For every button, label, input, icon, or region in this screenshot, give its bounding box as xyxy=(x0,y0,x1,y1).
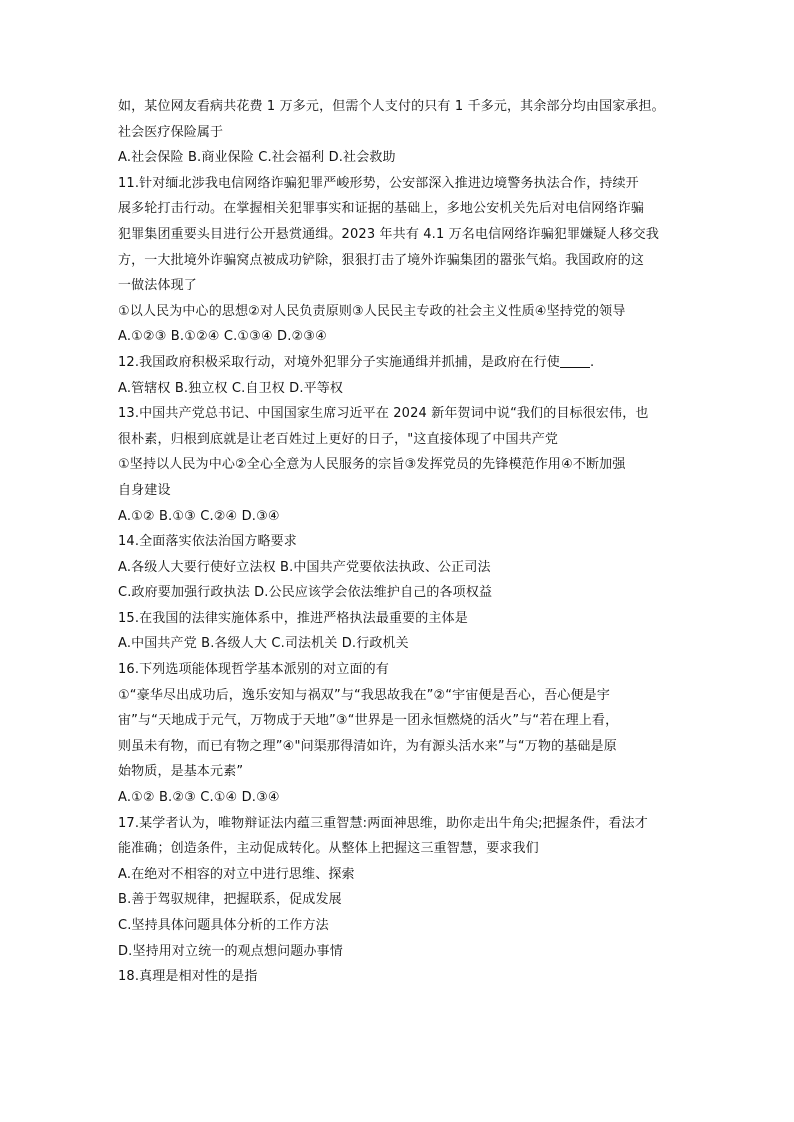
q12-text: 12.我国政府积极采取行动，对境外犯罪分子实施通缉并抓捕，是政府在行使 xyxy=(118,354,560,370)
text-line: 一做法体现了 xyxy=(118,278,197,294)
text-line: 方，一大批境外诈骗窝点被成功铲除，狠狠打击了境外诈骗集团的嚣张气焰。我国政府的这 xyxy=(118,252,645,268)
text-line: ①以人民为中心的思想②对人民负责原则③人民民主专政的社会主义性质④坚持党的领导 xyxy=(118,303,626,319)
text-line: ①“豪华尽出成功后，逸乐安知与祸双”与“我思故我在”②“宇宙便是吾心，吾心便是宇 xyxy=(118,687,610,703)
text-line: 社会医疗保险属于 xyxy=(118,124,224,140)
text-line: 始物质，是基本元素” xyxy=(118,764,244,780)
text-line: A.各级人大要行使好立法权 B.中国共产党要依法执政、公正司法 xyxy=(118,559,491,575)
text-line: 则虽未有物，而已有物之理”④"问渠那得清如许，为有源头活水来”与“万物的基础是原 xyxy=(118,738,617,754)
text-line: 17.某学者认为，唯物辩证法内蕴三重智慧:两面神思维，助你走出牛角尖;把握条件，看法才 xyxy=(118,815,648,831)
q12-line xyxy=(118,350,794,376)
text-line: A.中国共产党 B.各级人大 C.司法机关 D.行政机关 xyxy=(118,636,409,652)
text-line: D.坚持用对立统一的观点想问题办事情 xyxy=(118,943,343,959)
text-line: 16.下列选项能体现哲学基本派别的对立面的有 xyxy=(118,662,389,678)
answer-blank xyxy=(560,353,590,368)
text-line: 很朴素，归根到底就是让老百姓过上更好的日子，"这直接体现了中国共产党 xyxy=(118,431,559,447)
text-line: A.①② B.②③ C.①④ D.③④ xyxy=(118,790,280,806)
text-line: 自身建设 xyxy=(118,482,171,498)
text-line: 犯罪集团重要头目进行公开悬赏通缉。2023 年共有 4.1 万名电信网络诈骗犯罪嫌疑人移交我 xyxy=(118,226,660,242)
text-line: A.①②③ B.①②④ C.①③④ D.②③④ xyxy=(118,329,327,345)
text-line: 14.全面落实依法治国方略要求 xyxy=(118,534,297,550)
q12-tail: . xyxy=(589,354,595,370)
text-line: 能准确；创造条件，主动促成转化。从整体上把握这三重智慧，要求我们 xyxy=(118,841,539,857)
text-line: A.①② B.①③ C.②④ D.③④ xyxy=(118,508,280,524)
text-line: A.在绝对不相容的对立中进行思维、探索 xyxy=(118,866,355,882)
text-line: 15.在我国的法律实施体系中，推进严格执法最重要的主体是 xyxy=(118,610,468,626)
text-line: ①坚持以人民为中心②全心全意为人民服务的宗旨③发挥党员的先锋模范作用④不断加强 xyxy=(118,457,626,473)
text-line: A.社会保险 B.商业保险 C.社会福利 D.社会救助 xyxy=(118,150,396,166)
text-line: 宙”与“天地成于元气，万物成于天地”③“世界是一团永恒燃烧的活火”与“若在理上看， xyxy=(118,713,619,729)
text-line: 11.针对缅北涉我电信网络诈骗犯罪严峻形势，公安部深入推进边境警务执法合作，持续开 xyxy=(118,175,639,191)
text-line: C.坚持具体问题具体分析的工作方法 xyxy=(118,918,329,933)
text-line: A.管辖权 B.独立权 C.自卫权 D.平等权 xyxy=(118,380,344,396)
text-line: 13.中国共产党总书记、中国国家生席习近平在 2024 新年贺词中说“我们的目标很宏伟，也 xyxy=(118,406,649,422)
text-line: 如，某位网友看病共花费 1 万多元，但需个人支付的只有 1 千多元，其余部分均由国家承担。 xyxy=(118,99,665,114)
text-line: C.政府要加强行政执法 D.公民应该学会依法维护自己的各项权益 xyxy=(118,585,493,601)
text-line: 18.真理是相对性的是指 xyxy=(118,969,258,985)
text-line: B.善于驾驭规律，把握联系，促成发展 xyxy=(118,892,342,908)
text-line: 展多轮打击行动。在掌握相关犯罪事实和证据的基础上，多地公安机关先后对电信网络诈骗 xyxy=(118,201,645,217)
